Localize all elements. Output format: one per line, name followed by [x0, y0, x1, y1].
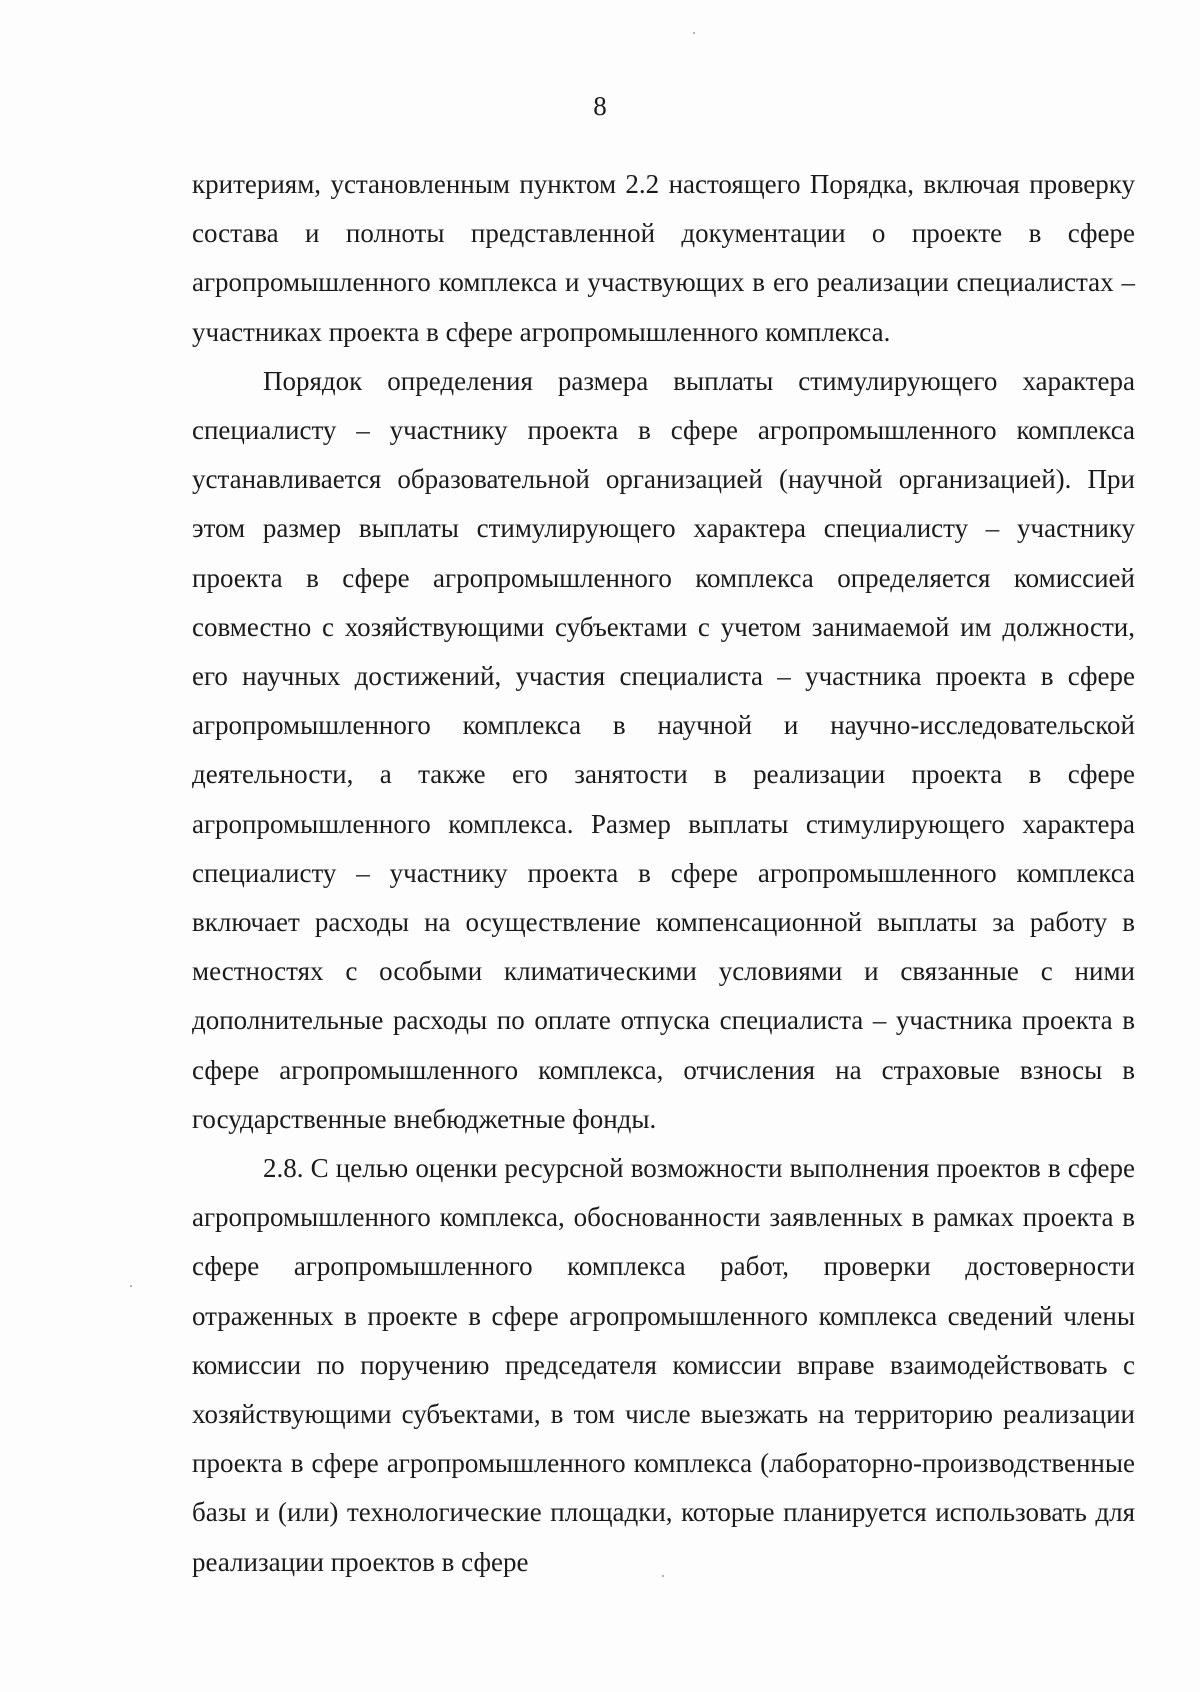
page-number: 8: [593, 91, 607, 121]
paragraph-2: Порядок определения размера выплаты стимулирующего характера специалисту – участнику проекта в сфере агропромышленного комплекса устанавливается образовательной организацией (научной организацией). При этом размер выплаты стимулирующего характера специалисту – участнику проекта в сфере агропромышленного комплекса определяется комиссией совместно с хозяйствующими субъектами с учетом занимаемой им должности, его научных достижений, участия специалиста – участника проекта в сфере агропромышленного комплекса в научной и научно-исследовательской деятельности, а также его занятости в реализации проекта в сфере агропромышленного комплекса. Размер выплаты стимулирующего характера специалисту – участнику проекта в сфере агропромышленного комплекса включает расходы на осуществление компенсационной выплаты за работу в местностях с особыми климатическими условиями и связанные с ними дополнительные расходы по оплате отпуска специалиста – участника проекта в сфере агропромышленного комплекса, отчисления на страховые взносы в государственные внебюджетные фонды.: [192, 365, 1135, 1134]
document-body: [192, 160, 1135, 1587]
paragraph-1: критериям, установленным пунктом 2.2 настоящего Порядка, включая проверку состава и полноты представленной документации о проекте в сфере агропромышленного комплекса и участвующих в его реализации специалистах – участниках проекта в сфере агропромышленного комплекса.: [192, 169, 1135, 347]
scan-speck: [130, 1285, 132, 1287]
paragraph-3: 2.8. С целью оценки ресурсной возможности выполнения проектов в сфере агропромышленного комплекса, обоснованности заявленных в рамках проекта в сфере агропромышленного комплекса работ, проверки достоверности отраженных в проекте в сфере агропромышленного комплекса сведений члены комиссии по поручению председателя комиссии вправе взаимодействовать с хозяйствующими субъектами, в том числе выезжать на территорию реализации проекта в сфере агропромышленного комплекса (лабораторно-производственные базы и (или) технологические площадки, которые планируется использовать для реализации проектов в сфере: [192, 1153, 1135, 1577]
scan-speck: [662, 1575, 664, 1577]
scan-speck: [693, 32, 695, 34]
